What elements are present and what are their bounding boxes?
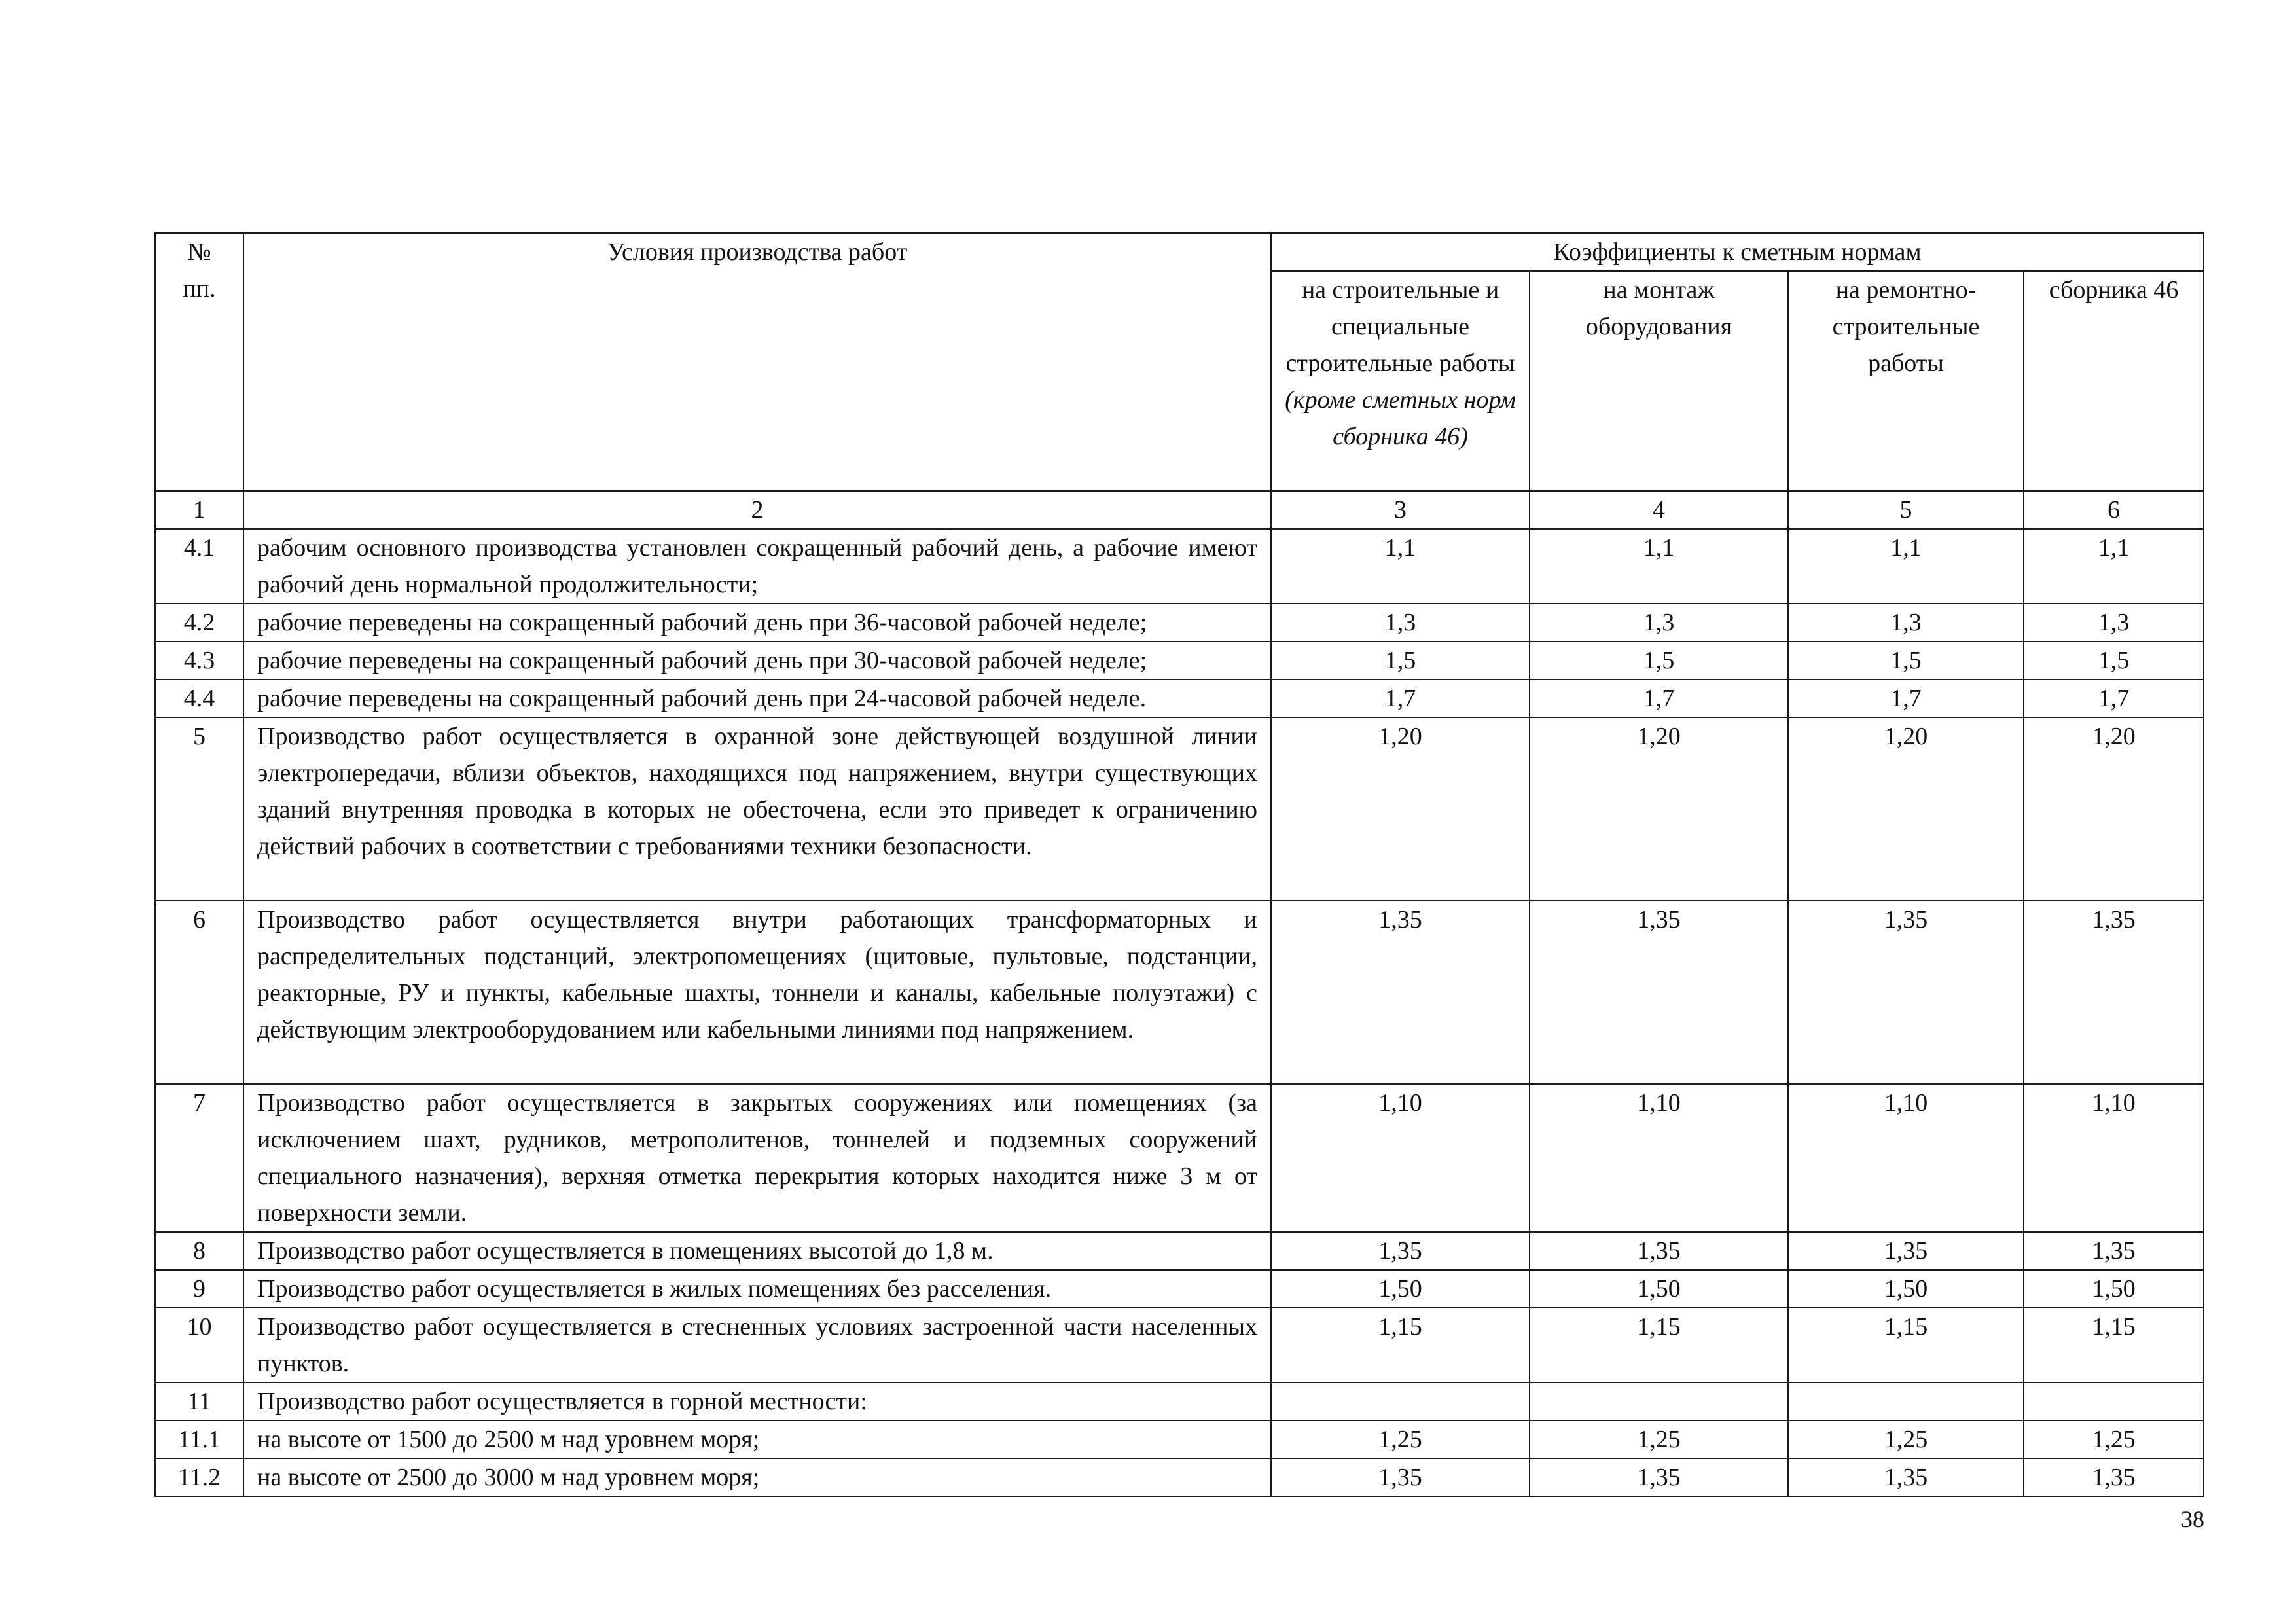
row-conditions: Производство работ осуществляется в горной местности: [243, 1382, 1271, 1420]
page-number: 38 [2181, 1506, 2204, 1532]
row-number: 4.4 [155, 679, 243, 717]
header-num: № пп. [155, 233, 243, 491]
row-coef-collection46: 1,7 [2024, 679, 2204, 717]
row-coef-repair: 1,3 [1788, 604, 2024, 641]
row-coef-construction: 1,35 [1271, 901, 1530, 1084]
column-number: 1 [155, 491, 243, 529]
row-number: 11 [155, 1382, 243, 1420]
row-coef-repair: 1,35 [1788, 1458, 2024, 1496]
row-coef-construction: 1,3 [1271, 604, 1530, 641]
row-coef-collection46: 1,5 [2024, 641, 2204, 679]
header-col5: на ремонтно-строительные работы [1788, 271, 2024, 491]
row-coef-collection46: 1,35 [2024, 1232, 2204, 1270]
row-number: 4.3 [155, 641, 243, 679]
row-coef-installation: 1,15 [1530, 1308, 1788, 1382]
row-coef-collection46: 1,3 [2024, 604, 2204, 641]
column-number: 6 [2024, 491, 2204, 529]
row-number: 4.1 [155, 529, 243, 604]
header-col4: на монтаж оборудования [1530, 271, 1788, 491]
row-coef-collection46: 1,20 [2024, 717, 2204, 901]
row-coef-installation [1530, 1382, 1788, 1420]
row-coef-collection46: 1,50 [2024, 1270, 2204, 1308]
table-row [155, 1308, 2204, 1382]
row-conditions: Производство работ осуществляется в охранной зоне действующей воздушной линии электропередачи, вблизи объектов, находящихся под напряжением, внутри существующих зданий внутренняя проводка в которых не обесточена, если это приведет к ограничению действий рабочих в соответствии с требованиями техники безопасности. [243, 717, 1271, 901]
row-coef-repair: 1,10 [1788, 1084, 2024, 1232]
row-conditions: Производство работ осуществляется внутри работающих трансформаторных и распределительных подстанций, электропомещениях (щитовые, пультовые, подстанции, реакторные, РУ и пункты, кабельные шахты, тоннели и каналы, кабельные полуэтажи) с действующим электрооборудованием или кабельными линиями под напряжением. [243, 901, 1271, 1084]
row-coef-installation: 1,3 [1530, 604, 1788, 641]
row-coef-collection46: 1,15 [2024, 1308, 2204, 1382]
row-number: 10 [155, 1308, 243, 1382]
table-row [155, 1232, 2204, 1270]
column-number-row [155, 491, 2204, 529]
row-number: 7 [155, 1084, 243, 1232]
row-coef-installation: 1,10 [1530, 1084, 1788, 1232]
row-conditions: рабочие переведены на сокращенный рабочий день при 36-часовой рабочей неделе; [243, 604, 1271, 641]
header-col6: сборника 46 [2024, 271, 2204, 491]
row-number: 11.2 [155, 1458, 243, 1496]
row-coef-collection46: 1,10 [2024, 1084, 2204, 1232]
row-coef-installation: 1,50 [1530, 1270, 1788, 1308]
table-row [155, 604, 2204, 641]
row-conditions: на высоте от 1500 до 2500 м над уровнем моря; [243, 1420, 1271, 1458]
table-row [155, 717, 2204, 901]
column-number: 4 [1530, 491, 1788, 529]
row-coef-construction: 1,25 [1271, 1420, 1530, 1458]
row-coef-repair [1788, 1382, 2024, 1420]
row-coef-repair: 1,35 [1788, 1232, 2024, 1270]
table-row [155, 901, 2204, 1084]
row-conditions: рабочие переведены на сокращенный рабочий день при 24-часовой рабочей неделе. [243, 679, 1271, 717]
table-row [155, 1084, 2204, 1232]
table-row [155, 529, 2204, 604]
column-number: 5 [1788, 491, 2024, 529]
row-coef-collection46: 1,35 [2024, 1458, 2204, 1496]
row-coef-construction: 1,10 [1271, 1084, 1530, 1232]
table-row [155, 1270, 2204, 1308]
row-coef-installation: 1,1 [1530, 529, 1788, 604]
row-number: 4.2 [155, 604, 243, 641]
row-coef-repair: 1,15 [1788, 1308, 2024, 1382]
row-coef-installation: 1,35 [1530, 901, 1788, 1084]
row-coef-repair: 1,50 [1788, 1270, 2024, 1308]
row-coef-repair: 1,35 [1788, 901, 2024, 1084]
column-number: 3 [1271, 491, 1530, 529]
row-conditions: Производство работ осуществляется в жилых помещениях без расселения. [243, 1270, 1271, 1308]
column-number: 2 [243, 491, 1271, 529]
header-col3 [1271, 271, 1530, 491]
row-conditions: на высоте от 2500 до 3000 м над уровнем моря; [243, 1458, 1271, 1496]
table-row [155, 679, 2204, 717]
table-row [155, 641, 2204, 679]
row-coef-construction: 1,50 [1271, 1270, 1530, 1308]
row-coef-repair: 1,20 [1788, 717, 2024, 901]
table-row [155, 1382, 2204, 1420]
row-coef-repair: 1,7 [1788, 679, 2024, 717]
row-coef-repair: 1,25 [1788, 1420, 2024, 1458]
row-coef-repair: 1,5 [1788, 641, 2024, 679]
header-col3-label: на строительные и специальные строительные работы [1285, 276, 1515, 377]
row-coef-construction: 1,7 [1271, 679, 1530, 717]
row-coef-installation: 1,35 [1530, 1232, 1788, 1270]
row-number: 5 [155, 717, 243, 901]
row-coef-collection46 [2024, 1382, 2204, 1420]
row-coef-installation: 1,35 [1530, 1458, 1788, 1496]
row-conditions: Производство работ осуществляется в закрытых сооружениях или помещениях (за исключением шахт, рудников, метрополитенов, тоннелей и подземных сооружений специального назначения), верхняя отметка перекрытия которых находится ниже 3 м от поверхности земли. [243, 1084, 1271, 1232]
row-coef-construction: 1,20 [1271, 717, 1530, 901]
coefficients-table [154, 232, 2204, 1497]
row-coef-installation: 1,25 [1530, 1420, 1788, 1458]
row-coef-collection46: 1,25 [2024, 1420, 2204, 1458]
row-number: 6 [155, 901, 243, 1084]
row-coef-installation: 1,7 [1530, 679, 1788, 717]
row-coef-collection46: 1,35 [2024, 901, 2204, 1084]
row-conditions: Производство работ осуществляется в стесненных условиях застроенной части населенных пунктов. [243, 1308, 1271, 1382]
row-conditions: рабочие переведены на сокращенный рабочий день при 30-часовой рабочей неделе; [243, 641, 1271, 679]
row-conditions: рабочим основного производства установлен сокращенный рабочий день, а рабочие имеют рабочий день нормальной продолжительности; [243, 529, 1271, 604]
row-number: 11.1 [155, 1420, 243, 1458]
header-conditions: Условия производства работ [243, 233, 1271, 491]
row-coef-construction: 1,15 [1271, 1308, 1530, 1382]
header-col3-note: (кроме сметных норм сборника 46) [1285, 386, 1516, 450]
table-row [155, 1458, 2204, 1496]
row-coef-construction [1271, 1382, 1530, 1420]
row-number: 8 [155, 1232, 243, 1270]
table-row [155, 1420, 2204, 1458]
row-conditions: Производство работ осуществляется в помещениях высотой до 1,8 м. [243, 1232, 1271, 1270]
row-coef-collection46: 1,1 [2024, 529, 2204, 604]
row-number: 9 [155, 1270, 243, 1308]
row-coef-construction: 1,35 [1271, 1232, 1530, 1270]
row-coef-repair: 1,1 [1788, 529, 2024, 604]
row-coef-installation: 1,20 [1530, 717, 1788, 901]
row-coef-construction: 1,5 [1271, 641, 1530, 679]
row-coef-installation: 1,5 [1530, 641, 1788, 679]
row-coef-construction: 1,35 [1271, 1458, 1530, 1496]
row-coef-construction: 1,1 [1271, 529, 1530, 604]
header-coefficients-group: Коэффициенты к сметным нормам [1271, 233, 2204, 271]
